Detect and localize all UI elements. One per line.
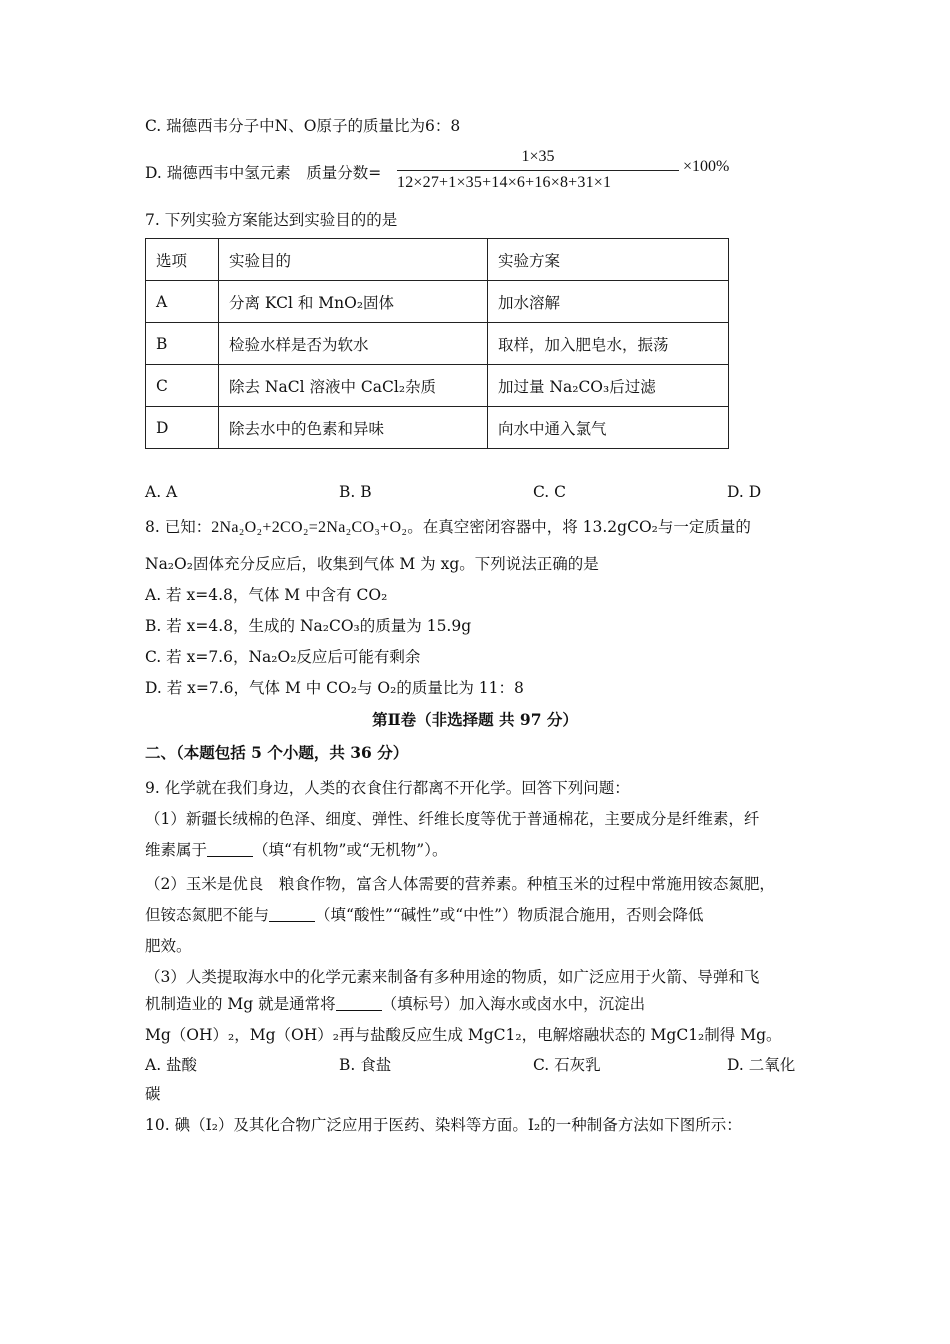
q7-stem: 7. 下列实验方案能达到实验目的的是 [145, 211, 398, 229]
table-header: 实验方案 [488, 239, 729, 281]
q8-equation: 2Na₂O₂+2CO₂=2Na₂CO₃+O₂ [211, 519, 408, 536]
part-heading: 二、（本题包括 5 个小题，共 36 分） [145, 743, 409, 762]
q8-choice-b: B. 若 x=4.8，生成的 Na₂CO₃的质量为 15.9g [145, 617, 472, 635]
q9-choice-a: A. 盐酸 [145, 1056, 198, 1074]
answer-blank[interactable] [336, 996, 382, 1011]
table-cell: 除去 NaCl 溶液中 CaCl₂杂质 [219, 365, 488, 407]
q6-c-ratio: 原子的质量比为6：8 [316, 117, 461, 135]
fraction-times-100: ×100% [683, 158, 730, 175]
q7-choice-a: A. A [145, 483, 178, 501]
q9-part2-line1: （2）玉米是优良 粮食作物，富含人体需要的营养素。种植玉米的过程中常施用铵态氮肥， [145, 875, 775, 893]
q9-part1-text: 维素属于 [145, 841, 208, 859]
q9-choice-d: D. 二氧化 [727, 1056, 796, 1074]
q6-option-c [145, 115, 460, 137]
table-header-row [146, 239, 729, 281]
q8-choice-d: D. 若 x=7.6，气体 M 中 CO₂与 O₂的质量比为 11：8 [145, 679, 524, 697]
table-cell: 除去水中的色素和异味 [219, 407, 488, 449]
answer-blank[interactable] [269, 907, 315, 922]
answer-blank[interactable] [207, 842, 253, 857]
q9-part3-line3: Mg（OH）₂，Mg（OH）₂再与盐酸反应生成 MgC1₂，电解熔融状态的 MgC1₂制得 Mg。 [145, 1026, 782, 1044]
table-cell: 取样，加入肥皂水，振荡 [488, 323, 729, 365]
q8-choice-c: C. 若 x=7.6，Na₂O₂反应后可能有剩余 [145, 648, 421, 666]
table-header: 选项 [146, 239, 219, 281]
table-cell: A [146, 281, 219, 323]
q8-stem-line1 [145, 516, 751, 539]
q9-choice-b: B. 食盐 [339, 1056, 392, 1074]
fraction-denominator: 12×27+1×35+14×6+16×8+31×1 [397, 174, 612, 191]
table-row [146, 281, 729, 323]
fraction-numerator: 1×35 [521, 148, 555, 165]
table-cell: 加过量 Na₂CO₃后过滤 [488, 365, 729, 407]
q9-part2-line3: 肥效。 [145, 937, 192, 955]
q9-part2-hint: （填“酸性”“碱性”或“中性”）物质混合施用，否则会降低 [315, 906, 704, 924]
q9-part1-line1: （1）新疆长绒棉的色泽、细度、弹性、纤维长度等优于普通棉花，主要成分是纤维素，纤 [145, 810, 760, 828]
q8-stem-line2: Na₂O₂固体充分反应后，收集到气体 M 为 xg。下列说法正确的是 [145, 555, 599, 573]
q7-choice-d: D. D [727, 483, 762, 501]
table-cell: 向水中通入氯气 [488, 407, 729, 449]
q10-stem: 10. 碘（I₂）及其化合物广泛应用于医药、染料等方面。I₂的一种制备方法如下图所示： [145, 1116, 742, 1134]
q9-part1-hint: （填“有机物”或“无机物”）。 [253, 841, 448, 859]
table-cell: 分离 KCl 和 MnO₂固体 [219, 281, 488, 323]
q6-c-text: C. 瑞德西韦分子中 [145, 117, 275, 135]
mass-fraction-formula [397, 146, 823, 196]
table-row [146, 323, 729, 365]
q9-choice-d-wrap: 碳 [145, 1085, 161, 1103]
fraction-bar [397, 170, 679, 171]
table-cell: 加水溶解 [488, 281, 729, 323]
table-cell: 检验水样是否为软水 [219, 323, 488, 365]
q9-part1-line2 [145, 839, 447, 861]
q8-stem-prefix: 8. 已知： [145, 518, 212, 536]
table-cell: D [146, 407, 219, 449]
q7-choice-b: B. B [339, 483, 372, 501]
q6-d-label: D. 瑞德西韦中氢元素 质量分数= [145, 164, 382, 182]
q6-c-atoms: N、O [274, 117, 317, 135]
q9-part3-line1: （3）人类提取海水中的化学元素来制备有多种用途的物质，如广泛应用于火箭、导弹和飞 [145, 968, 760, 986]
q9-part2-text: 但铵态氮肥不能与 [145, 906, 270, 924]
q9-part3-text: 机制造业的 Mg 就是通常将 [145, 995, 336, 1013]
q9-choice-c: C. 石灰乳 [533, 1056, 601, 1074]
table-header: 实验目的 [219, 239, 488, 281]
table-cell: B [146, 323, 219, 365]
q9-part3-line2 [145, 993, 645, 1015]
table-row [146, 365, 729, 407]
section-title: 第Ⅱ卷（非选择题 共 97 分） [372, 710, 578, 729]
q7-choice-c: C. C [533, 483, 567, 501]
q9-part3-hint: （填标号）加入海水或卤水中，沉淀出 [381, 995, 646, 1013]
table-row [146, 407, 729, 449]
q7-table [145, 238, 729, 449]
table-cell: C [146, 365, 219, 407]
q8-choice-a: A. 若 x=4.8，气体 M 中含有 CO₂ [145, 586, 388, 604]
q8-stem-suffix: 。在真空密闭容器中，将 13.2gCO₂与一定质量的 [407, 518, 751, 536]
q9-part2-line2 [145, 904, 704, 926]
q9-stem: 9. 化学就在我们身边，人类的衣食住行都离不开化学。回答下列问题： [145, 779, 630, 797]
